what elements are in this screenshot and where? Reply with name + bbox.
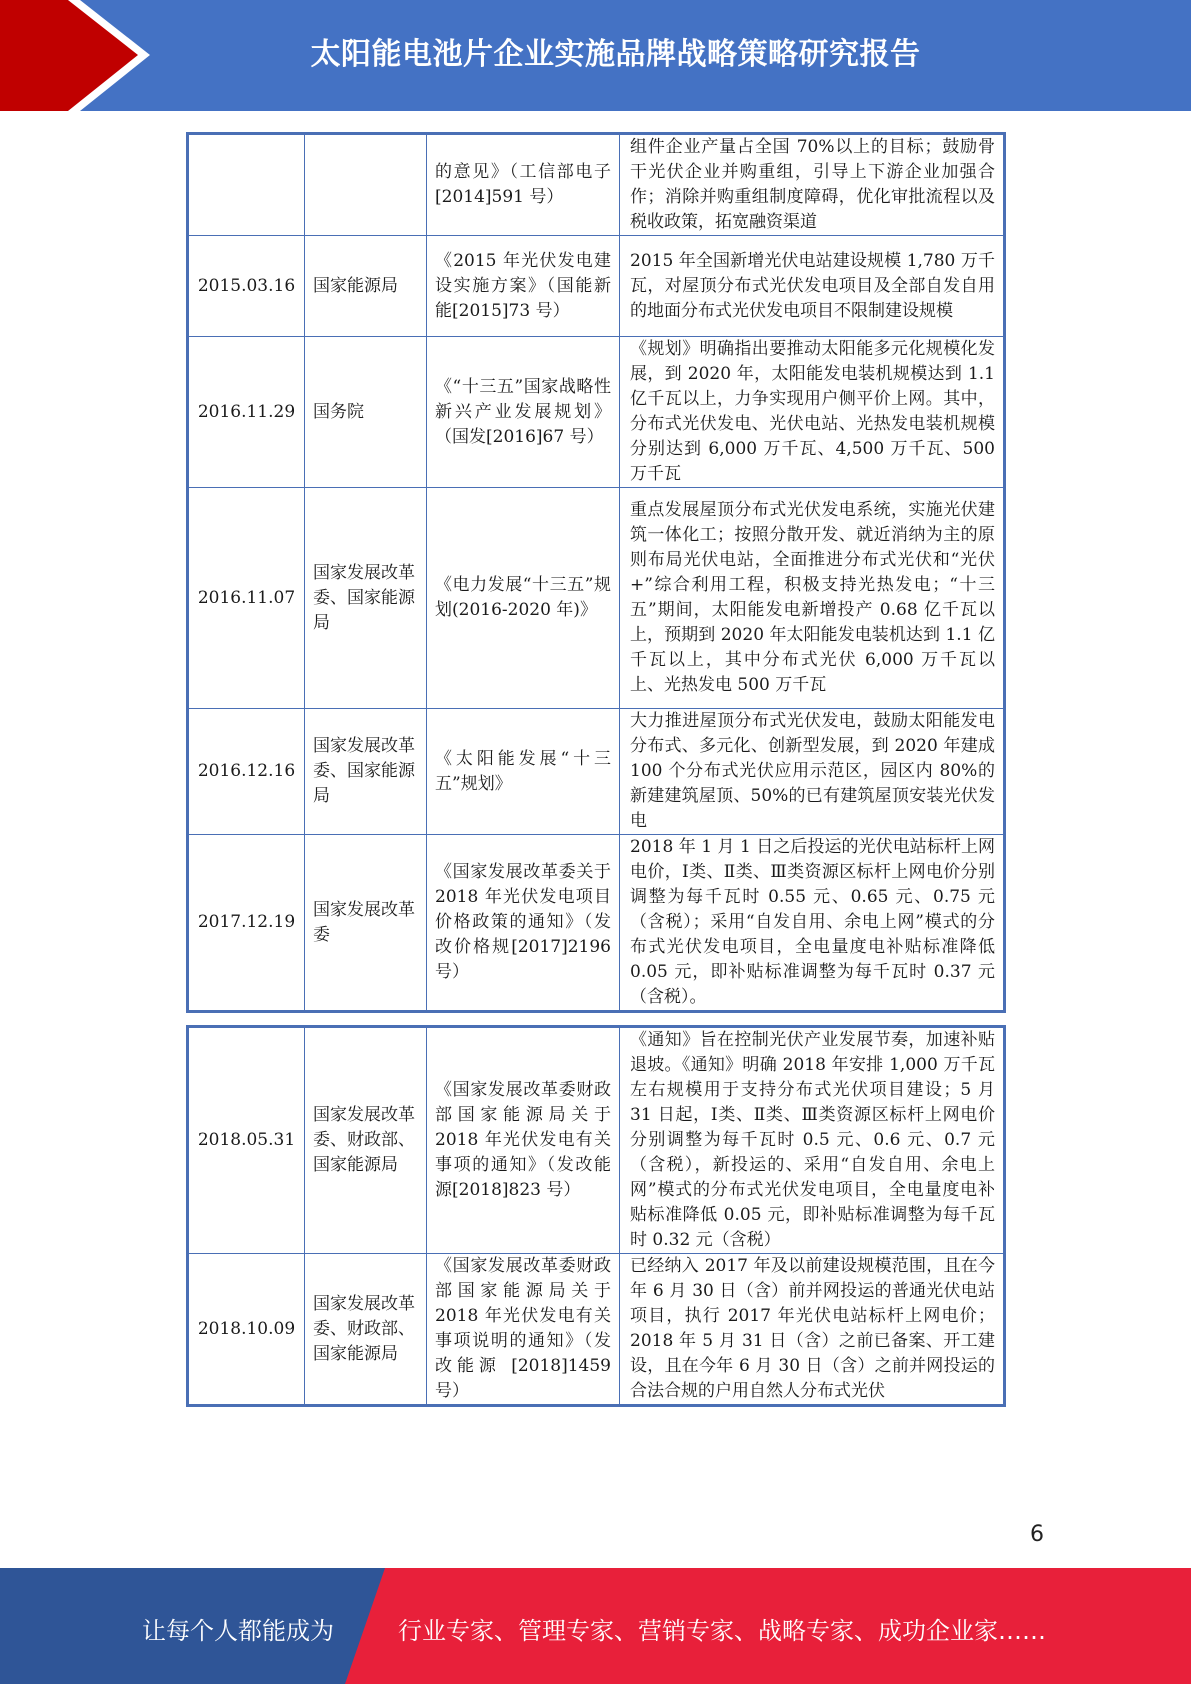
table-row <box>188 835 1005 1012</box>
document-title-cell: 《2015 年光伏发电建设实施方案》（国能新能[2015]73 号） <box>427 236 620 337</box>
document-title-cell: 《电力发展“十三五”规划(2016-2020 年)》 <box>427 488 620 709</box>
table-row <box>188 488 1005 709</box>
agency-cell: 国家发展改革委、国家能源局 <box>305 709 427 835</box>
document-title-cell: 的意见》（工信部电子[2014]591 号） <box>427 134 620 236</box>
footer-slogan-right: 行业专家、管理专家、营销专家、战略专家、成功企业家…… <box>398 1617 1046 1645</box>
document-title-cell: 《国家发展改革委财政部国家能源局关于 2018 年光伏发电有关事项说明的通知》（发改能源 [2018]1459 号） <box>427 1254 620 1406</box>
policy-table-part2 <box>186 1025 1006 1407</box>
document-title: 太阳能电池片企业实施品牌战略策略研究报告 <box>310 37 921 72</box>
table-row <box>188 337 1005 488</box>
content-cell: 组件企业产量占全国 70%以上的目标；鼓励骨干光伏企业并购重组，引导上下游企业加强合作；消除并购重组制度障碍，优化审批流程以及税收政策，拓宽融资渠道 <box>620 134 1005 236</box>
content-cell: 《通知》旨在控制光伏产业发展节奏，加速补贴退坡。《通知》明确 2018 年安排 1,000 万千瓦左右规模用于支持分布式光伏项目建设；5 月 31 日起，Ⅰ类、Ⅱ类、Ⅲ类资源区标杆上网电价分别调整为每千瓦时 0.5 元、0.6 元、0.7 元（含税），新投运的、采用“自发自用、余电上网”模式的分布式光伏发电项目，全电量度电补贴标准降低 0.05 元，即补贴标准调整为每千瓦时 0.32 元（含税） <box>620 1027 1005 1254</box>
content-cell: 2015 年全国新增光伏电站建设规模 1,780 万千瓦，对屋顶分布式光伏发电项目及全部自发自用的地面分布式光伏发电项目不限制建设规模 <box>620 236 1005 337</box>
policy-table-part1 <box>186 132 1006 1013</box>
date-cell: 2017.12.19 <box>188 835 305 1012</box>
agency-cell: 国家发展改革委、财政部、国家能源局 <box>305 1254 427 1406</box>
page-footer <box>0 1568 1191 1684</box>
table-row <box>188 1027 1005 1254</box>
agency-cell: 国务院 <box>305 337 427 488</box>
table-row <box>188 134 1005 236</box>
page-header <box>0 0 1191 111</box>
document-title-cell: 《“十三五”国家战略性新兴产业发展规划》（国发[2016]67 号） <box>427 337 620 488</box>
table-row <box>188 1254 1005 1406</box>
date-cell: 2016.11.29 <box>188 337 305 488</box>
content-cell: 大力推进屋顶分布式光伏发电，鼓励太阳能发电分布式、多元化、创新型发展，到 2020 年建成 100 个分布式光伏应用示范区，园区内 80%的新建建筑屋顶、50%的已有建筑屋顶安装光伏发电 <box>620 709 1005 835</box>
agency-cell: 国家发展改革委、国家能源局 <box>305 488 427 709</box>
document-title-cell: 《国家发展改革委关于 2018 年光伏发电项目价格政策的通知》（发改价格规[2017]2196 号） <box>427 835 620 1012</box>
date-cell: 2018.05.31 <box>188 1027 305 1254</box>
content-cell: 2018 年 1 月 1 日之后投运的光伏电站标杆上网电价，Ⅰ类、Ⅱ类、Ⅲ类资源区标杆上网电价分别调整为每千瓦时 0.55 元、0.65 元、0.75 元（含税）；采用“自发自用、余电上网”模式的分布式光伏发电项目，全电量度电补贴标准降低 0.05 元，即补贴标准调整为每千瓦时 0.37 元（含税）。 <box>620 835 1005 1012</box>
agency-cell: 国家发展改革委、财政部、国家能源局 <box>305 1027 427 1254</box>
table-row <box>188 236 1005 337</box>
footer-slogan-left: 让每个人都能成为 <box>142 1617 334 1645</box>
date-cell: 2016.12.16 <box>188 709 305 835</box>
document-title-cell: 《太阳能发展“十三五”规划》 <box>427 709 620 835</box>
content-cell: 重点发展屋顶分布式光伏发电系统，实施光伏建筑一体化工；按照分散开发、就近消纳为主的原则布局光伏电站，全面推进分布式光伏和“光伏+”综合利用工程，积极支持光热发电；“十三五”期间，太阳能发电新增投产 0.68 亿千瓦以上，预期到 2020 年太阳能发电装机达到 1.1 亿千瓦以上，其中分布式光伏 6,000 万千瓦以上、光热发电 500 万千瓦 <box>620 488 1005 709</box>
agency-cell: 国家发展改革委 <box>305 835 427 1012</box>
document-title-cell: 《国家发展改革委财政部国家能源局关于 2018 年光伏发电有关事项的通知》（发改能源[2018]823 号） <box>427 1027 620 1254</box>
agency-cell: 国家能源局 <box>305 236 427 337</box>
date-cell <box>188 134 305 236</box>
date-cell: 2018.10.09 <box>188 1254 305 1406</box>
content-cell: 《规划》明确指出要推动太阳能多元化规模化发展，到 2020 年，太阳能发电装机规模达到 1.1 亿千瓦以上，力争实现用户侧平价上网。其中，分布式光伏发电、光伏电站、光热发电装机规模分别达到 6,000 万千瓦、4,500 万千瓦、500 万千瓦 <box>620 337 1005 488</box>
date-cell: 2016.11.07 <box>188 488 305 709</box>
content-cell: 已经纳入 2017 年及以前建设规模范围，且在今年 6 月 30 日（含）前并网投运的普通光伏电站项目，执行 2017 年光伏电站标杆上网电价；2018 年 5 月 31 日（含）之前已备案、开工建设，且在今年 6 月 30 日（含）之前并网投运的合法合规的户用自然人分布式光伏 <box>620 1254 1005 1406</box>
page-number: 6 <box>1030 1522 1044 1547</box>
agency-cell <box>305 134 427 236</box>
table-row <box>188 709 1005 835</box>
date-cell: 2015.03.16 <box>188 236 305 337</box>
